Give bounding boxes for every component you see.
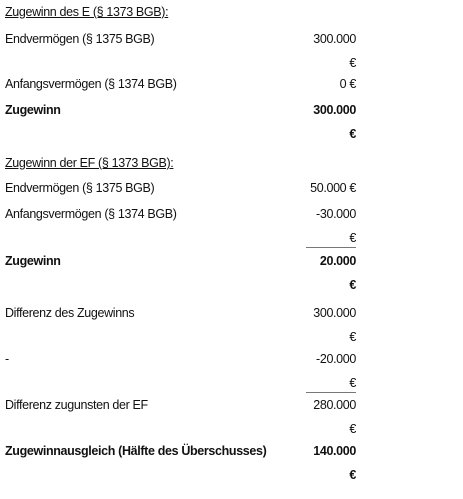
ef-anfangsvermoegen-value: -30.000 € — [316, 207, 356, 245]
minus-value: -20.000 € — [316, 352, 356, 390]
e-endvermoegen-value: 300.000 € — [313, 32, 356, 70]
section-ef-heading: Zugewinn der EF (§ 1373 BGB): — [5, 156, 174, 170]
e-anfangsvermoegen-label: Anfangsvermögen (§ 1374 BGB) — [5, 77, 177, 91]
ef-sum-rule — [306, 247, 356, 248]
e-endvermoegen-label: Endvermögen (§ 1375 BGB) — [5, 32, 155, 46]
zugewinnausgleich-label: Zugewinnausgleich (Hälfte des Überschusses) — [5, 444, 267, 458]
ef-zugewinn-label: Zugewinn — [5, 254, 61, 268]
e-anfangsvermoegen-value: 0 € — [339, 77, 356, 91]
ef-endvermoegen-value: 50.000 € — [310, 181, 356, 195]
ef-anfangsvermoegen-label: Anfangsvermögen (§ 1374 BGB) — [5, 207, 177, 221]
zugewinnausgleich-value: 140.000 € — [313, 444, 356, 482]
differenz-ef-label: Differenz zugunsten der EF — [5, 398, 148, 412]
section-e-heading: Zugewinn des E (§ 1373 BGB): — [5, 5, 169, 19]
differenz-ef-value: 280.000 € — [313, 398, 356, 436]
differenz-value: 300.000 € — [313, 306, 356, 344]
ef-endvermoegen-label: Endvermögen (§ 1375 BGB) — [5, 181, 155, 195]
e-zugewinn-value: 300.000 € — [313, 103, 356, 141]
differenz-label: Differenz des Zugewinns — [5, 306, 135, 320]
ef-zugewinn-value: 20.000 € — [319, 254, 356, 292]
minus-label: - — [5, 352, 9, 366]
e-zugewinn-label: Zugewinn — [5, 103, 61, 117]
